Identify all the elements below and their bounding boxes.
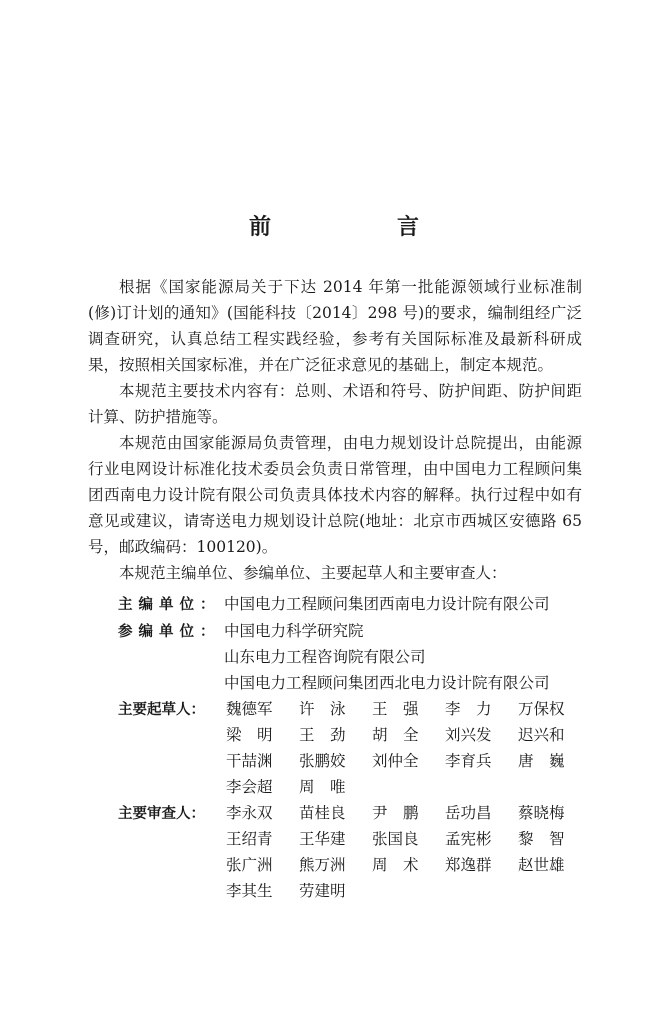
- reviewers-name: 蔡晓梅: [518, 804, 565, 822]
- reviewers-label-row: [118, 800, 224, 827]
- drafters-name: 李 力: [445, 700, 492, 718]
- chief-unit-row: [118, 591, 550, 618]
- reviewers-name: 李永双: [226, 804, 273, 822]
- reviewers-label: 主要审查人：: [118, 806, 205, 822]
- reviewers-row: [226, 852, 591, 878]
- reviewers-name: 熊万洲: [299, 856, 346, 874]
- drafters-name: 唐 巍: [518, 752, 565, 770]
- drafters-name: 周 唯: [299, 778, 346, 796]
- reviewers-row: [226, 800, 591, 826]
- drafters-row: [226, 722, 591, 748]
- drafters-row: [226, 696, 591, 722]
- drafters-name: 干喆渊: [226, 752, 273, 770]
- drafters-name: 刘兴发: [445, 726, 492, 744]
- drafters-name: 胡 全: [372, 726, 419, 744]
- drafters-name: 李育兵: [445, 752, 492, 770]
- reviewers-list: [226, 800, 591, 904]
- paragraph-management: 本规范由国家能源局负责管理，由电力规划设计总院提出，由能源行业电网设计标准化技术委员会负责日常管理，由中国电力工程顾问集团西南电力设计院有限公司负责具体技术内容的解释。执行过程中如有意见或建议，请寄送电力规划设计总院(地址：北京市西城区安德路 65 号，邮政编码：100120)。: [88, 434, 582, 556]
- drafters-name: 王 劲: [299, 726, 346, 744]
- drafters-list: [226, 696, 591, 800]
- participating-unit-2: 山东电力工程咨询院有限公司: [224, 648, 426, 666]
- paragraph-basis: 根据《国家能源局关于下达 2014 年第一批能源领域行业标准制(修)订计划的通知》(国能科技〔2014〕298 号)的要求，编制组经广泛调查研究，认真总结工程实践经验，参考有关国际标准及最新科研成果，按照相关国家标准，并在广泛征求意见的基础上，制定本规范。: [88, 278, 582, 374]
- paragraph-contents: 本规范主要技术内容有：总则、术语和符号、防护间距、防护间距计算、防护措施等。: [88, 382, 582, 426]
- participating-units-label: 参编单位：: [118, 624, 221, 640]
- reviewers-name: 赵世雄: [518, 856, 565, 874]
- reviewers-name: 张国良: [372, 830, 419, 848]
- participating-units-row: [118, 618, 364, 645]
- participating-unit-1: 中国电力科学研究院: [224, 622, 364, 640]
- participating-unit-3: 中国电力工程顾问集团西北电力设计院有限公司: [224, 674, 550, 692]
- drafters-name: 张鹏姣: [299, 752, 346, 770]
- drafters-name: 万保权: [518, 700, 565, 718]
- page-title: 前 言: [248, 215, 471, 240]
- drafters-name: 李会超: [226, 778, 273, 796]
- reviewers-name: 李其生: [226, 882, 273, 900]
- reviewers-name: 郑逸群: [445, 856, 492, 874]
- drafters-label-row: [118, 696, 224, 723]
- drafters-name: 迟兴和: [518, 726, 565, 744]
- drafters-name: 梁 明: [226, 726, 273, 744]
- reviewers-row: [226, 826, 591, 852]
- reviewers-name: 黎 智: [518, 830, 565, 848]
- reviewers-name: 岳功昌: [445, 804, 492, 822]
- drafters-name: 许 泳: [299, 700, 346, 718]
- chief-unit-label: 主编单位：: [118, 597, 221, 613]
- drafters-name: 魏德军: [226, 700, 273, 718]
- reviewers-name: 周 术: [372, 856, 419, 874]
- drafters-label: 主要起草人：: [118, 702, 205, 718]
- paragraph-units-intro: 本规范主编单位、参编单位、主要起草人和主要审查人：: [119, 564, 507, 582]
- reviewers-name: 张广洲: [226, 856, 273, 874]
- drafters-name: 刘仲全: [372, 752, 419, 770]
- reviewers-name: 孟宪彬: [445, 830, 492, 848]
- reviewers-name: 劳建明: [299, 882, 346, 900]
- reviewers-name: 王绍青: [226, 830, 273, 848]
- drafters-row: [226, 748, 591, 774]
- drafters-row: [226, 774, 591, 800]
- reviewers-name: 苗桂良: [299, 804, 346, 822]
- reviewers-row: [226, 878, 591, 904]
- drafters-name: 王 强: [372, 700, 419, 718]
- chief-unit-value: 中国电力工程顾问集团西南电力设计院有限公司: [224, 595, 550, 613]
- reviewers-name: 王华建: [299, 830, 346, 848]
- reviewers-name: 尹 鹏: [372, 804, 419, 822]
